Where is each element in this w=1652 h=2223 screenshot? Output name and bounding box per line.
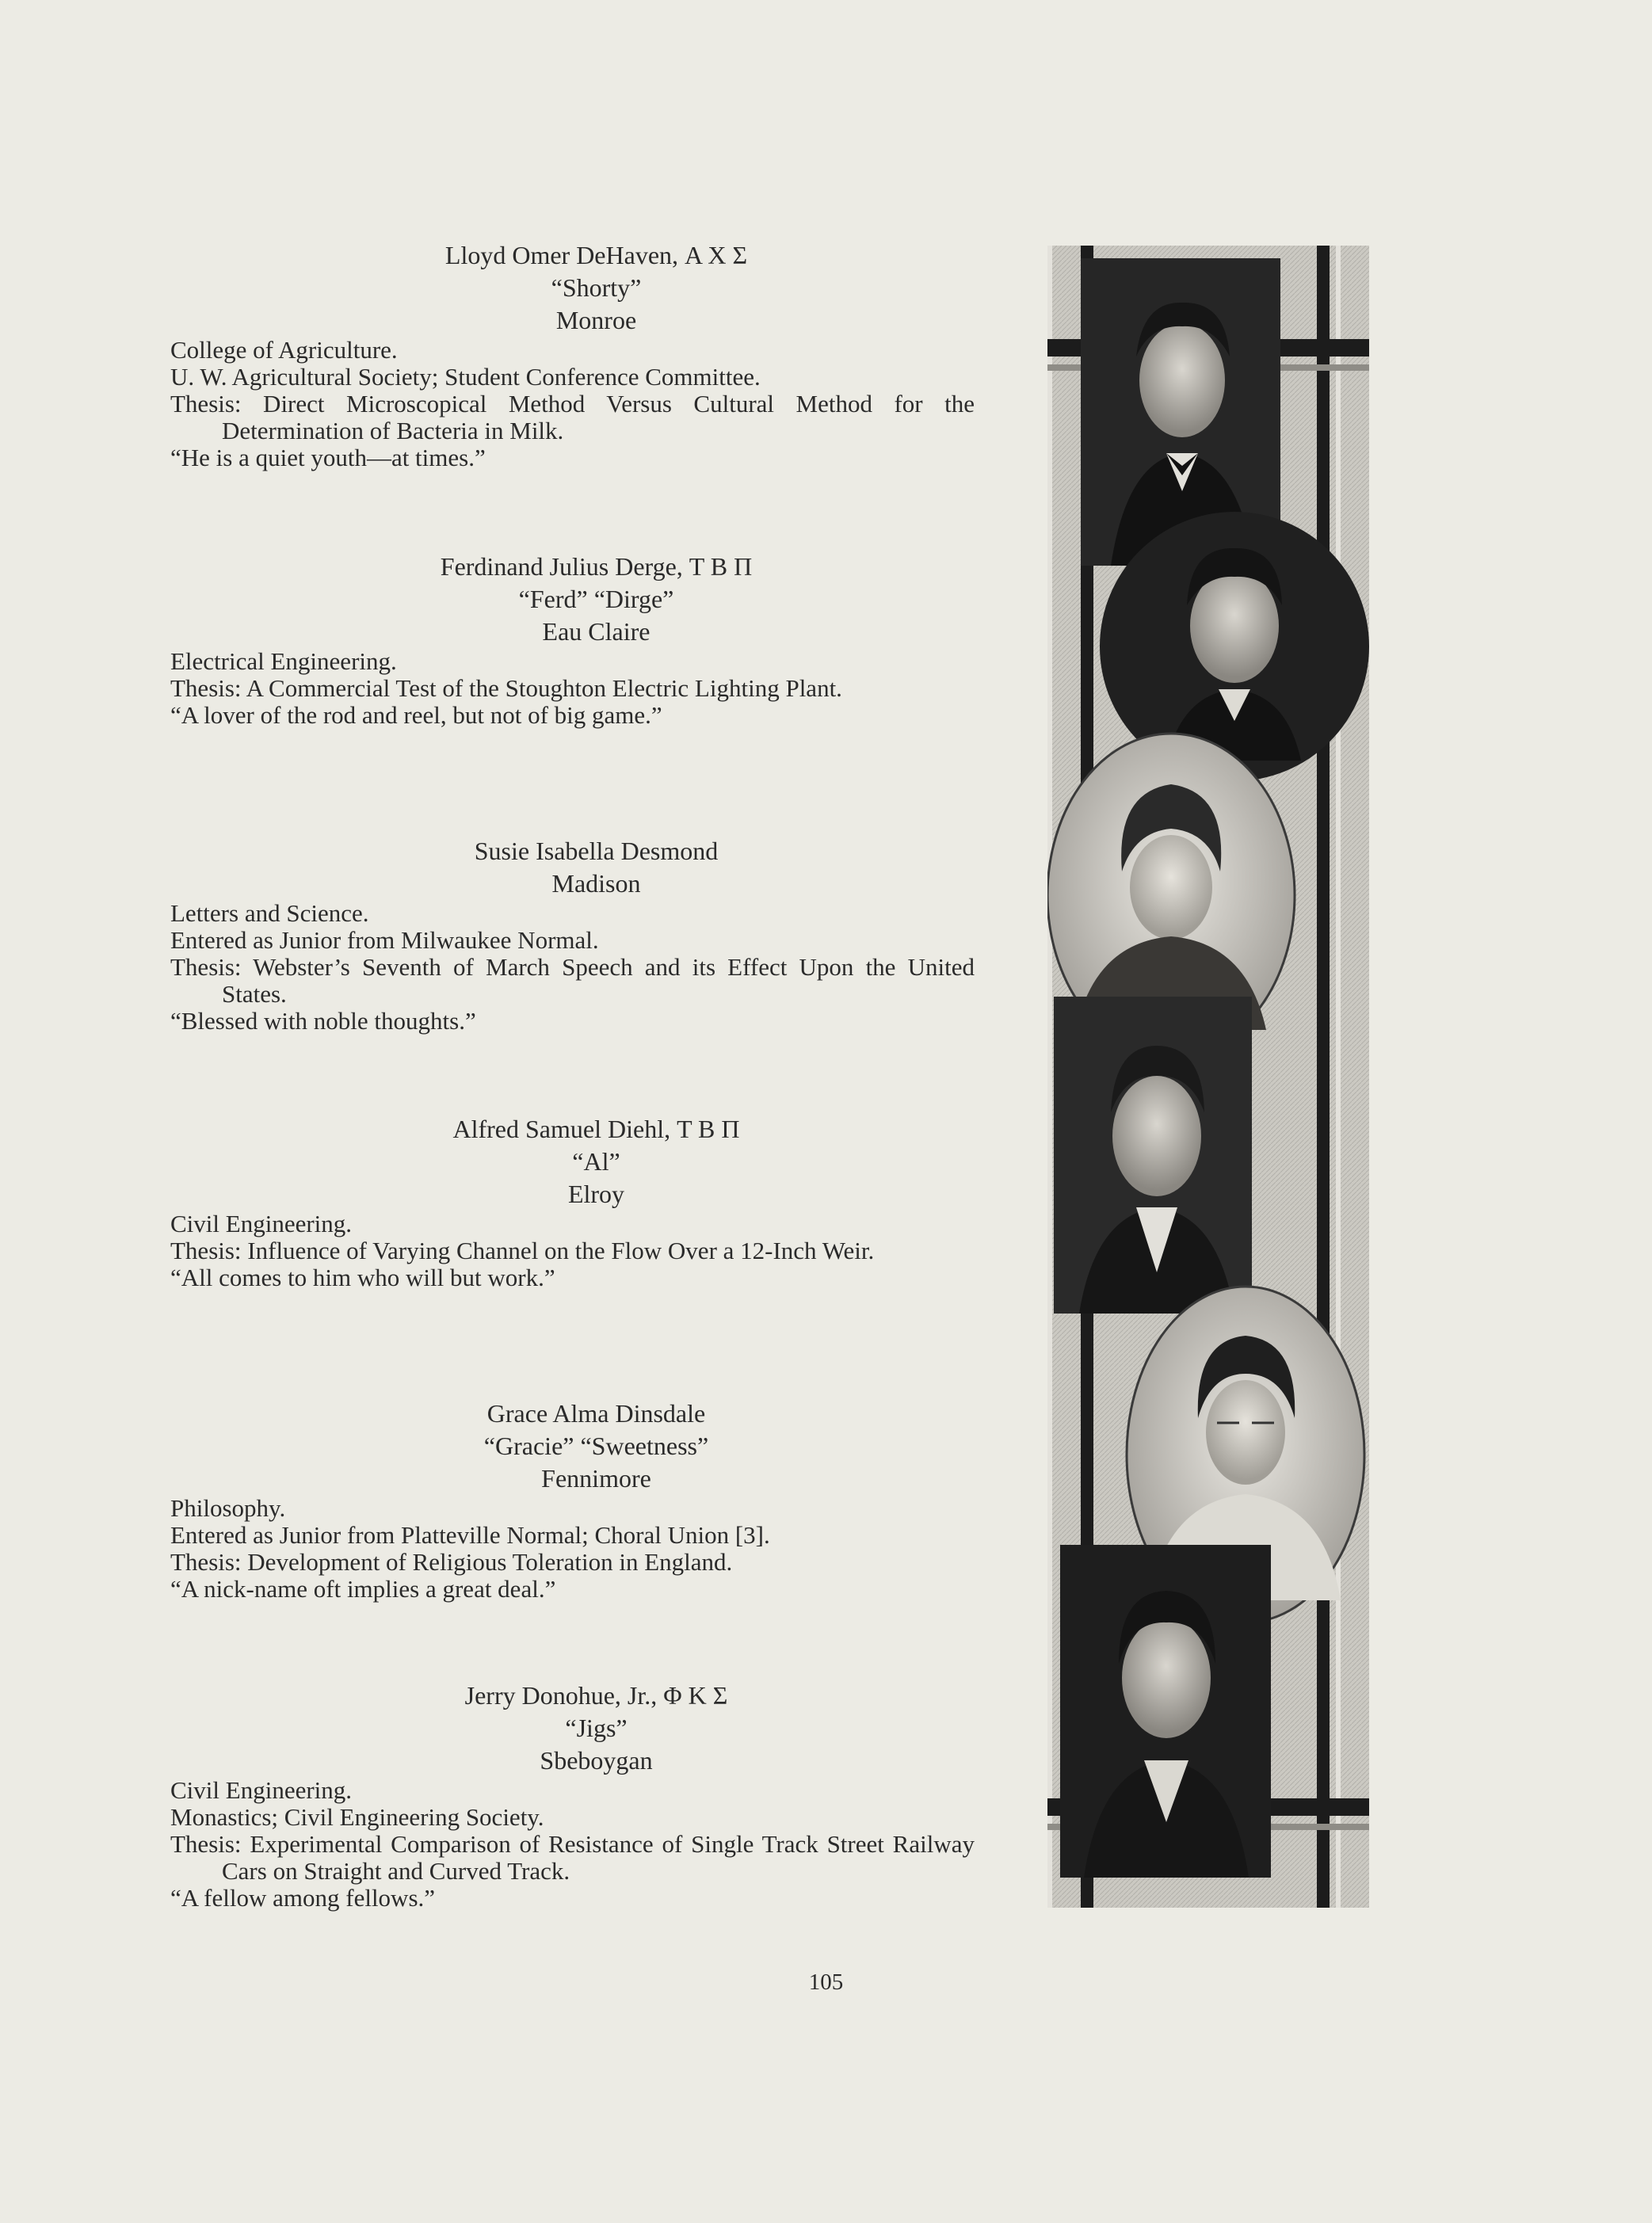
student-thesis: Thesis: Development of Religious Toleration in England. [170, 1548, 733, 1576]
student-detail: Entered as Junior from Platteville Normal; Choral Union [3]. [170, 1521, 770, 1549]
student-nickname: “Ferd” “Dirge” [518, 585, 674, 613]
senior-entry [170, 1397, 975, 1603]
portrait-photo [1060, 1545, 1271, 1878]
student-hometown: Madison [551, 869, 641, 898]
student-name: Jerry Donohue, Jr., Φ Κ Σ [464, 1681, 728, 1710]
student-nickname: “Al” [572, 1147, 620, 1176]
portrait-photo [1054, 997, 1252, 1314]
student-hometown: Fennimore [541, 1464, 651, 1493]
student-name: Alfred Samuel Diehl, Τ Β Π [452, 1115, 740, 1143]
student-detail: Electrical Engineering. [170, 647, 397, 675]
student-thesis: Thesis: A Commercial Test of the Stoughton Electric Lighting Plant. [170, 674, 842, 702]
student-quote: “Blessed with noble thoughts.” [170, 1007, 476, 1035]
student-detail: Civil Engineering. [170, 1776, 353, 1804]
student-thesis: Thesis: Direct Microscopical Method Versus Cultural Method for the Determination of Bacteria in Milk. [170, 390, 975, 444]
student-thesis: Thesis: Influence of Varying Channel on the Flow Over a 12-Inch Weir. [170, 1237, 875, 1264]
student-detail: Civil Engineering. [170, 1210, 353, 1237]
student-name: Grace Alma Dinsdale [486, 1399, 706, 1428]
student-detail: Entered as Junior from Milwaukee Normal. [170, 926, 599, 954]
strip-bar [1336, 246, 1341, 1908]
student-name: Lloyd Omer DeHaven, Α Χ Σ [444, 241, 748, 269]
student-hometown: Eau Claire [542, 617, 650, 646]
student-nickname: “Shorty” [551, 273, 642, 302]
page-number: 105 [808, 1969, 844, 1995]
senior-entry [170, 1680, 975, 1912]
student-thesis: Thesis: Experimental Comparison of Resistance of Single Track Street Railway Cars on Straight and Curved Track. [170, 1830, 975, 1885]
student-quote: “He is a quiet youth—at times.” [170, 444, 486, 471]
student-detail: Monastics; Civil Engineering Society. [170, 1803, 544, 1831]
student-quote: “A lover of the rod and reel, but not of big game.” [170, 701, 662, 729]
senior-entry [170, 239, 975, 471]
student-quote: “A nick-name oft implies a great deal.” [170, 1575, 556, 1603]
student-hometown: Elroy [567, 1180, 625, 1208]
strip-bar [1047, 246, 1052, 1908]
student-detail: Philosophy. [170, 1494, 286, 1522]
senior-entry [170, 835, 975, 1035]
student-hometown: Monroe [555, 306, 637, 334]
senior-entry [170, 1113, 975, 1291]
student-hometown: Sbeboygan [540, 1746, 653, 1775]
portrait-strip [1047, 246, 1369, 1908]
student-nickname: “Gracie” “Sweetness” [483, 1432, 709, 1460]
strip-bar [1317, 246, 1330, 1908]
senior-entry [170, 551, 975, 729]
student-detail: Letters and Science. [170, 899, 369, 927]
portrait-strip-art [1047, 246, 1369, 1908]
student-name: Susie Isabella Desmond [474, 837, 719, 865]
student-quote: “All comes to him who will but work.” [170, 1264, 555, 1291]
student-nickname: “Jigs” [565, 1714, 628, 1742]
student-detail: College of Agriculture. [170, 336, 398, 364]
student-quote: “A fellow among fellows.” [170, 1884, 436, 1912]
student-detail: U. W. Agricultural Society; Student Conference Committee. [170, 363, 761, 391]
student-thesis: Thesis: Webster’s Seventh of March Speech and its Effect Upon the United States. [170, 953, 975, 1008]
student-name: Ferdinand Julius Derge, Τ Β Π [440, 552, 753, 581]
